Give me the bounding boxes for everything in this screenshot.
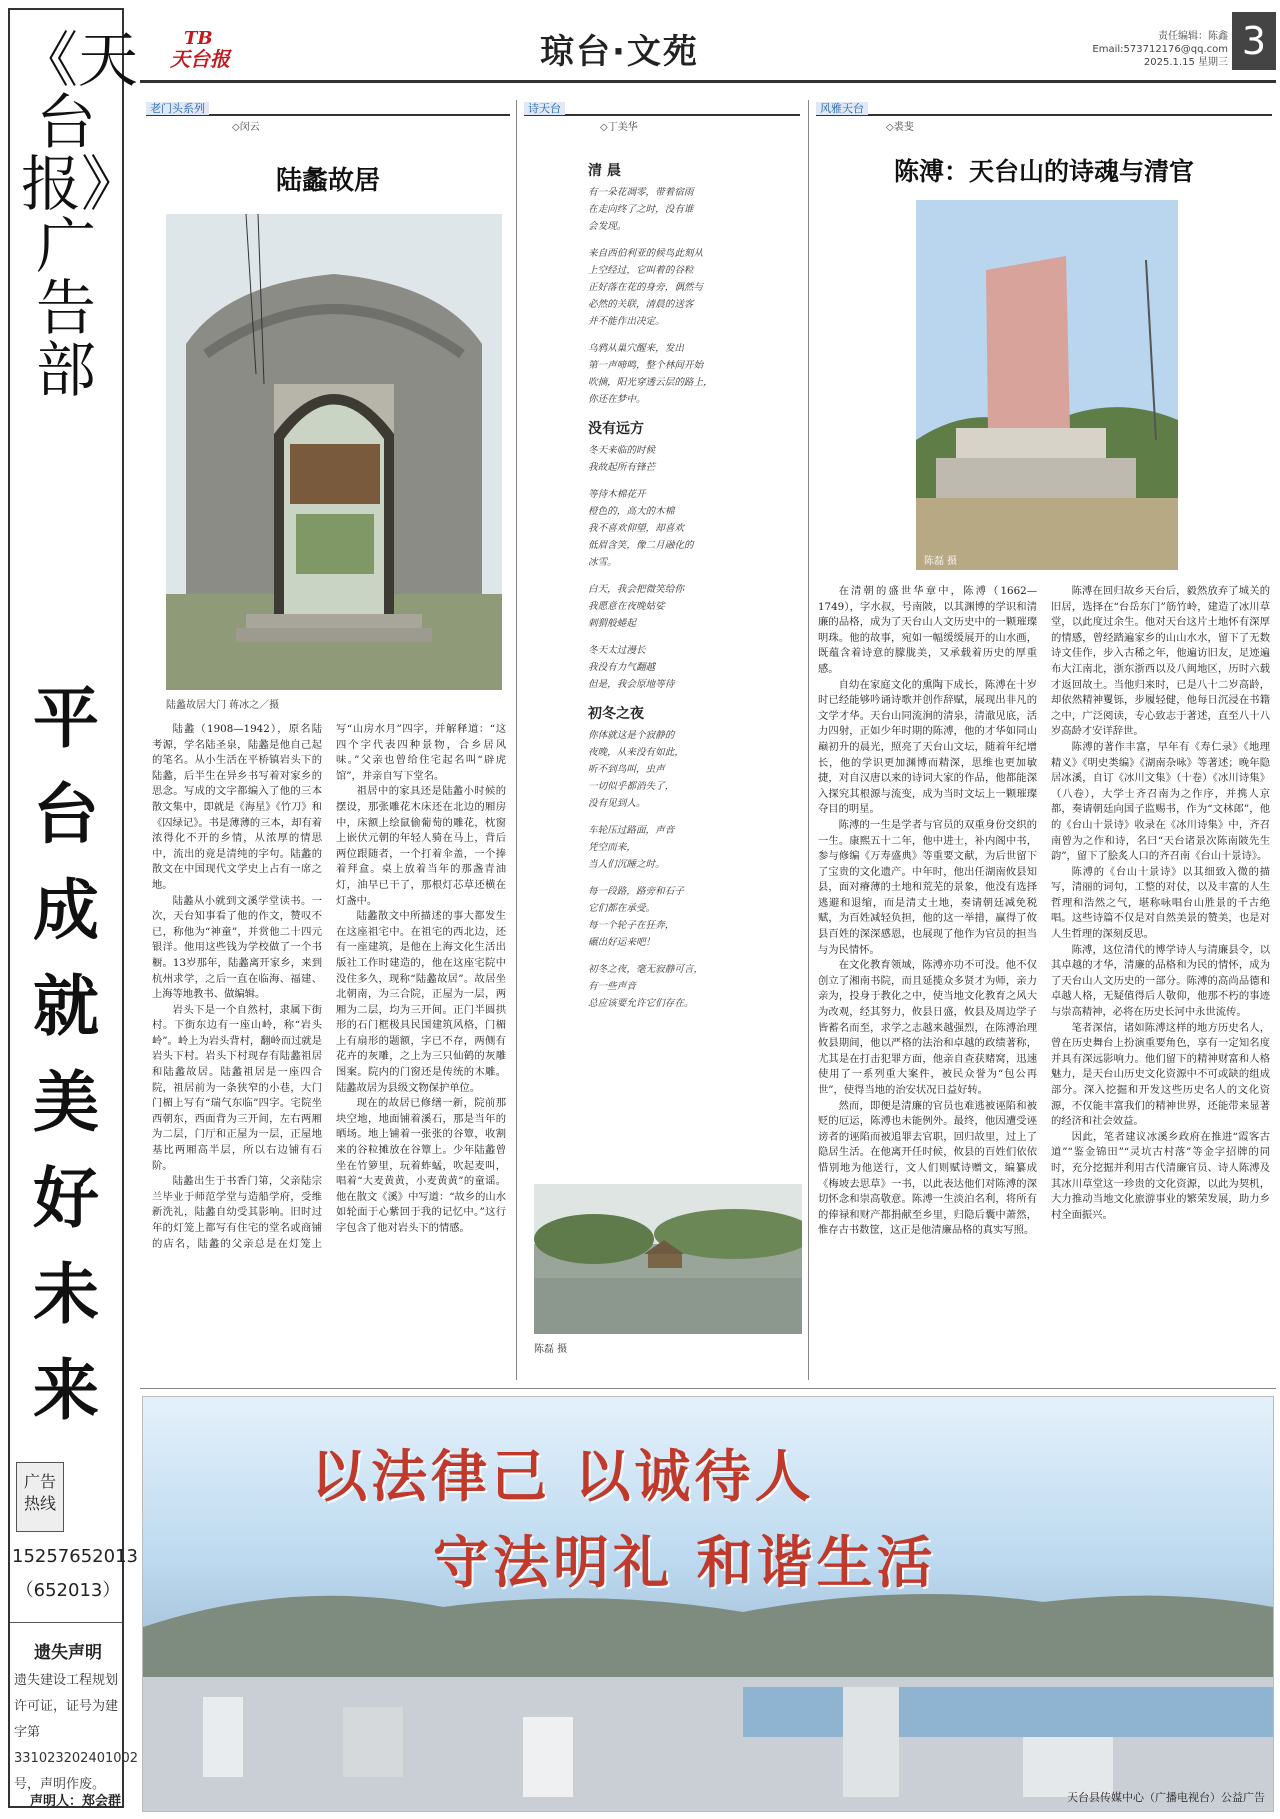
poem-stanza <box>588 184 788 235</box>
poem-stanza <box>588 245 788 330</box>
poem-line: 它们都在承受。 <box>588 903 656 914</box>
byline: ◇丁美华 <box>600 122 638 133</box>
photo-caption: 陆蠡故居大门 蒋冰之／摄 <box>166 700 280 711</box>
poem-stanza <box>588 581 788 632</box>
column-tag: 风雅天台 <box>816 100 1272 116</box>
article-paragraphs <box>152 722 506 1252</box>
old-gate-photo <box>166 214 502 690</box>
poem-line: 当人们沉睡之时。 <box>588 859 665 870</box>
stele-photo <box>916 200 1178 570</box>
poem-line: 初冬之夜，毫无寂静可言， <box>588 964 704 975</box>
hotline-extension: （652013） <box>15 1580 121 1601</box>
poem-stanza <box>588 727 788 812</box>
ad-slogan: 平台成就美好未来 <box>33 679 99 1429</box>
ad-department-title: 《天台报》广告部 <box>18 26 138 406</box>
poem-line: 总应该要允许它们存在。 <box>588 998 694 1009</box>
ad-slogan-line2: 守法明礼 和谐生活 <box>433 1531 937 1596</box>
ad-credit: 天台县传媒中心（广播电视台）公益广告 <box>1067 1791 1265 1804</box>
poem-line: 会发现。 <box>588 221 627 232</box>
paragraph: 岩头下是一个自然村，隶属下街村。下街东边有一座山岭，称“岩头岭”。岭上为岩头背村，翻岭而过就是岩头下村。岩头下村现存有陆蠡祖居和陆蠡故居。陆蠡祖居是一座四合院，祖居前为一条狭窄的小巷，大门门楣上写有“瑞气东临”四字。宅院坐西朝东，西面背为三开间，左右两厢为二层，门厅和正屋为一层，正屋地基比两厢高半层，所以右边铺有石阶。 <box>152 1003 323 1172</box>
paragraph: 陈溥在回归故乡天台后，毅然放弃了城关的旧居，选择在“台岳东门”筋竹岭，建造了冰川草堂，以此度过余生。他对天台这片土地怀有深厚的情感，曾经踏遍家乡的山山水水，留下了无数诗文佳作，步入古稀之年，他遍访旧友，足迹遍布大江南北，浙东浙西以及八闽地区，历时六载才返回故土。当他归来时，已是八十二岁高龄，却依然精神矍铄，步履轻健，他每日沉浸在书籍之中，广泛阅读，专心致志于著述，直至八十八岁高龄才安详辞世。 <box>1051 585 1270 738</box>
poem-line: 听不到鸟叫，虫声 <box>588 764 665 775</box>
article-headline: 陆蠡故居 <box>275 166 380 196</box>
poem-stanza <box>588 883 788 951</box>
byline: ◇裘斐 <box>886 122 914 133</box>
poem-line: 乌鸦从巢穴醒来，发出 <box>588 343 684 354</box>
editor-credit: 责任编辑：陈鑫 <box>1158 31 1228 42</box>
paragraph: 在清朝的盛世华章中，陈溥（1662—1749），字水叔，号南陂，以其渊博的学识和清廉的品格，成为了天台山人文历史中的一颗璀璨明珠。他的故事，宛如一幅缓缓展开的山水画，既蕴含着诗意的朦胧美，又承载着历史的厚重感。 <box>818 585 1037 675</box>
newspaper-logo <box>170 22 260 70</box>
paragraph: 陆蠡出生于书香门第，父亲陆宗兰毕业于师范学堂与造船学府，受维新洗礼，陆蠡自幼受其影响。旧时过年的灯笼上都写有住宅的堂名或商铺的店名，陆蠡的父亲总是在灯笼上写“山房水月”四字，并解释道：“这四个字代表四种景物，合乡居风味。”父亲也曾给住宅起名叫“辟虎馆”，并亲自写下堂名。 <box>152 723 506 1250</box>
paragraph: 在文化教育领域，陈溥亦功不可没。他不仅创立了湘南书院，而且延揽众多贤才为师，亲力亲为，投身于教化之中，使当地文化教育之风大为改观，经其努力，攸县日盛，攸县及周边学子皆蓄名而至，求学之志越来越强烈，在陈溥治理攸县期间，他以严格的法治和卓越的政绩著称，尤其是在打击犯罪方面，他亲自查获赌窝，迅速使用了一系列重大案件，被民众誉为“包公再世”，使得当地的治安状况日益好转。 <box>818 959 1037 1096</box>
byline: ◇闵云 <box>232 122 260 133</box>
editor-email: Email:573712176@qq.com <box>1092 44 1228 55</box>
article-body <box>152 722 506 1362</box>
header-rule <box>140 80 1276 83</box>
poem-line: 上空经过，它叫着的谷粒 <box>588 265 694 276</box>
paragraph: 现在的故居已修缮一新，院前那块空地，地面铺着溪石，那是当年的晒场。地上铺着一张张的谷簟，收割来的谷粒摊放在谷簟上。少年陆蠡曾坐在竹箩里，玩着蚱蜢，吹起麦叫，唱着“大麦黄黄，小麦黄黄”的童谣。他在散文《溪》中写道：“故乡的山水如轮面于心紫回于我的记忆中。”这行字包含了他对岩头下的情感。 <box>336 1097 507 1234</box>
paragraph: 自幼在家庭文化的熏陶下成长，陈溥在十岁时已经能够吟诵诗歌并创作辞赋，展现出非凡的文学才华。天台山同流涧的清泉，清澈见底，活力四射，正如少年时期的陈溥，他的才华如同山巅初升的晨光，照亮了天台山文坛，随着年纪增长，他的学识更加渊博而精深，思维也更加敏捷，对自汉唐以来的诗词大家的作品，他都能深入探究其根源与流变，成为当时文坛上一颗璀璨夺目的明星。 <box>818 678 1037 816</box>
poem-line: 白天，我会把微笑给你 <box>588 584 684 595</box>
column-tag: 诗天台 <box>524 100 800 116</box>
gate-image <box>166 214 502 690</box>
stele-image <box>916 200 1178 570</box>
logo-text: 天台报 <box>170 47 230 70</box>
poem-line: 来自西伯利亚的候鸟此刻从 <box>588 248 704 259</box>
poem-line: 我没有力气翻越 <box>588 662 656 673</box>
header-meta <box>1058 30 1228 69</box>
photo-caption: 陈磊 摄 <box>924 556 958 567</box>
poem-line: 一切似乎都消失了， <box>588 781 675 792</box>
poem-line: 有一朵花凋零，带着宿雨 <box>588 187 694 198</box>
poem-line: 低眉含笑，像二月融化的 <box>588 540 694 551</box>
paragraph: 陈溥的一生是学者与官员的双重身份交织的一生。康熙五十二年，他中进士，补内阁中书，参与修编《万寿盛典》等重要文献，为后世留下了宝贵的文化遗产。中年时，他出任湖南攸县知县，面对瘠薄的土地和荒芜的景象，他没有选择逃避和退缩，而是清丈土地，奏请朝廷减免税赋，为百姓减轻负担，他的这一举措，赢得了攸县百姓的深深感恩，也展现了他作为官员的担当与为民情怀。 <box>818 818 1037 956</box>
poem-line: 你还在梦中。 <box>588 394 646 405</box>
poem-line: 冬天太过漫长 <box>588 645 646 656</box>
poem-line: 在走向终了之时，没有谁 <box>588 204 694 215</box>
svg-text:TB: TB <box>184 28 213 49</box>
paragraph: 陆蠡（1908—1942），原名陆考源，学名陆圣泉，陆蠡是他自己起的笔名。从小生活在平桥镇岩头下的陆蠡，后半生在异乡书写着对家乡的思念。写成的文字都编入了他的三本散文集中，即就是《海星》《竹刀》和《囚绿记》。书是薄薄的三本，却有着浓得化不开的乡情，从浓厚的情思中，流出的竟是清纯的字句。陆蠡的散文在中国现代文学史上占有一席之地。 <box>152 723 322 891</box>
poem-line: 冰雪。 <box>588 557 617 568</box>
paragraph: 祖居中的家具还是陆蠡小时候的摆设，那张雕花木床还在北边的厢房中，床额上绘鼠偷葡萄的雕花，枕窗上嵌伏元朝的年轻人骑在马上，背后两位跟随者，一个打着伞盖，一个捧着拜盒。桌上放着当年的那盏青油灯，油早已干了，那根灯芯草还横在灯盏中。 <box>336 785 506 907</box>
poem-line: 冬天来临的时候 <box>588 445 656 456</box>
poem-stanza <box>588 442 788 476</box>
article-paragraphs <box>818 584 1270 1239</box>
poem-line: 夜晚，从来没有如此， <box>588 747 684 758</box>
paragraph: 然而，即便是清廉的官员也难逃被诬陷和被贬的厄运，陈溥也未能例外。最终，他因遭受诬谤者的诬陷而被追罪去官职，回归故里，过上了隐居生活。在他离开任时候，攸县的百姓们依依惜别地为他送行，文人们则赋诗赠文，编纂成《梅坡去思草》一书，以此表达他们对陈溥的深切怀念和崇高敬意。陈溥一生淡泊名利，将所有的俸禄和财产都捐献至乡里，归隐后囊中萧然，惟存古书数筐，这正是他清廉品格的真实写照。 <box>818 1099 1037 1237</box>
poem-title: 清 晨 <box>588 163 621 179</box>
pond-image <box>534 1184 802 1334</box>
issue-date: 2025.1.15 星期三 <box>1143 57 1228 68</box>
poem-line: 第一声啼鸣，整个林间开始 <box>588 360 704 371</box>
poem-line: 没有见到人。 <box>588 798 646 809</box>
poem-line: 正好落在花的身旁，偶然与 <box>588 282 704 293</box>
lost-notice-title: 遗失声明 <box>34 1643 102 1663</box>
column-tag: 老门头系列 <box>146 100 510 116</box>
poem-stanza <box>588 486 788 571</box>
poem-title: 没有远方 <box>588 421 644 437</box>
divider <box>10 1622 122 1623</box>
photo-caption: 陈磊 摄 <box>534 1344 568 1355</box>
poem-line: 我愿意在夜晚姑娑 <box>588 601 665 612</box>
poem-line: 但是，我会原地等待 <box>588 679 675 690</box>
ad-slogan-line1: 以法律己 以诚待人 <box>311 1445 815 1510</box>
paragraph: 陈溥的《台山十景诗》以其细致入微的描写，清丽的词句，工整的对仗，以及丰富的人生哲理和浩然之气，堪称咏唱台山胜景的千古绝唱。这些诗篇不仅是对自然美景的赞美，也是对人生哲理的深刻反思。 <box>1051 865 1270 941</box>
poem-stanza <box>588 340 788 408</box>
lost-notice-signature: 声明人：郑会群 <box>30 1794 122 1809</box>
page-title: 琼台·文苑 <box>540 32 699 72</box>
poem-line: 并不能作出决定。 <box>588 316 665 327</box>
poems-section <box>588 152 788 1022</box>
hotline-number: 15257652013 <box>12 1546 138 1567</box>
page-number: 3 <box>1232 12 1276 70</box>
poem-line: 橙色的，高大的木棉 <box>588 506 675 517</box>
poem-title: 初冬之夜 <box>588 706 644 722</box>
poem-line: 每一个轮子在狂奔， <box>588 920 675 931</box>
poem-stanza <box>588 822 788 873</box>
lost-notice-body: 遗失建设工程规划许可证，证号为建字第331023202401002号，声明作废。 <box>14 1673 139 1792</box>
column-divider <box>516 100 517 1380</box>
poem-line: 有一些声音 <box>588 981 636 992</box>
poem-line: 你体就这是个寂静的 <box>588 730 675 741</box>
paragraph: 笔者深信，诸如陈溥这样的地方历史名人，曾在历史舞台上扮演重要角色，享有一定知名度并具有深远影响力。他们留下的精神财富和人格魅力，是天台山历史文化资源中不可或缺的组成部分。深入挖掘和开发这些历史名人的文化资源，不仅能丰富我们的精神世界，还能带来显著的经济和社会效益。 <box>1051 1021 1270 1128</box>
poem-line: 车轮压过路面，声音 <box>588 825 675 836</box>
article-headline: 陈溥：天台山的诗魂与清官 <box>893 157 1194 186</box>
section-divider <box>140 1388 1276 1389</box>
paragraph: 陆蠡从小就到文溪学堂读书。一次，天台知事看了他的作文，赞叹不已，称他为“神童”，并赏他二十四元银洋。他用这些钱为学校做了一个书橱。13岁那年，陆蠡离开家乡，来到杭州求学，之后一直在临海、福建、上海等地教书、做编辑。 <box>152 894 322 1001</box>
poem-stanza <box>588 642 788 693</box>
poem-line: 刺猬般蜷起 <box>588 618 636 629</box>
hotline-label: 广告热线 <box>16 1462 64 1532</box>
poem-line: 碾出好运来吧！ <box>588 937 656 948</box>
paragraph: 因此，笔者建议冰溪乡政府在推进“霞客古道”“鉴金锦田”“灵坑古村落”等金字招牌的同时，充分挖掘并利用古代清廉官员、诗人陈溥及其冰川草堂这一珍贵的文化资源，以此为契机，大力推动当地文化旅游事业的繁荣发展，助力乡村全面振兴。 <box>1051 1130 1270 1221</box>
logo-icon <box>170 22 260 70</box>
poem-line: 必然的关联，清晨的送客 <box>588 299 694 310</box>
pond-photo <box>534 1184 802 1334</box>
poem-line: 吹摘，阳光穿透云层的路上， <box>588 377 713 388</box>
poem-line: 我故起所有锋芒 <box>588 462 656 473</box>
poem-line: 每一段路，路旁和石子 <box>588 886 684 897</box>
article-body <box>818 584 1270 1364</box>
column-divider <box>808 100 809 1380</box>
paragraph: 陆蠡散文中所描述的事大都发生在这座祖宅中。在祖宅的西北边，还有一座建筑，是他在上海文化生活出版社工作时建造的，他在这座宅院中没住多久，现称“陆蠡故居”。故居坐北朝南，为三合院，正屋为一层，两厢为二层，均为三开间。正门半圆拱形的石门框极具民国建筑风格，门楣上有扇形的题额，字已不存，两侧有花卉的灰雕，之上为三只仙鹤的灰雕图案。院内的门窗还是传统的木雕。陆蠡故居为县级文物保护单位。 <box>336 910 506 1094</box>
poem-line: 等待木棉花开 <box>588 489 646 500</box>
poem-line: 凭空而来， <box>588 842 636 853</box>
poem-line: 我不喜欢仰望，却喜欢 <box>588 523 684 534</box>
paragraph: 陈溥的著作丰富，早年有《寿仁录》《地理精义》《明史类编》《湖南杂咏》等著述；晚年隐居冰溪，自订《冰川文集》（十卷）《冰川诗集》（八卷），大学士齐召南为之作序，并携人京都，奏请朝廷向国子监赐书，作为“文林郎”，他的《台山十景诗》收录在《冰川诗集》中，齐召南曾为之作和诗，名曰“天台诸景次陈南陂先生韵”，留下了脍炙人口的齐召南《台山十景诗》。 <box>1051 740 1270 863</box>
poem-stanza <box>588 961 788 1012</box>
public-service-ad <box>142 1396 1274 1812</box>
paragraph: 陈溥，这位清代的博学诗人与清廉县令，以其卓越的才华，清廉的品格和为民的情怀，成为了天台山人文历史的一部分。陈溥的高尚品德和卓越人格，无疑值得后人敬仰，他那不朽的事迹与崇高精神，必将在历史长河中永世流传。 <box>1051 943 1270 1019</box>
